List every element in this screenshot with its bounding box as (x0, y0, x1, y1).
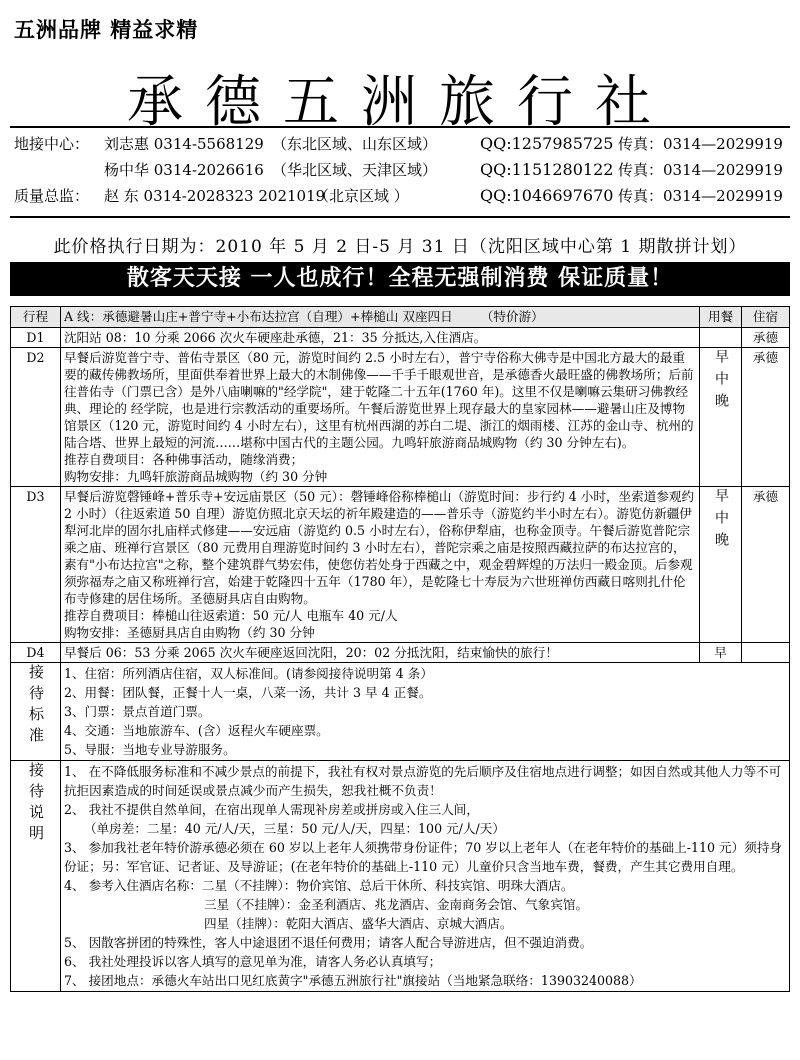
contact-name-phone: 刘志惠 0314-5568129 (104, 135, 264, 153)
note-item: 3、 参加我社老年特价游承德必须在 60 岁以上老年人须携带身份证件；70 岁以上老年人（在老年特价的基础上-110 元）须持身份证；另：军官证、记者证、及导游证；(在老年特价的基础上-110 元）儿童价只含当地车费，餐费，产生其它费用自理。 (63, 840, 783, 874)
standards-row (11, 663, 790, 761)
day-stay: 承德 (742, 328, 790, 348)
promo-banner: 散客天天接 一人也成行！全程无强制消费 保证质量！ (10, 262, 790, 296)
day-plan (60, 348, 699, 487)
note-item: 1、 在不降低服务标准和不减少景点的前提下，我社有权对景点游览的先后顺序及住宿地点进行调整；如因自然或其他人力等不可抗拒因素造成的时间延误或景点减少而产生损失，恕我社概不负责！ (63, 764, 782, 798)
day-label: D3 (11, 487, 61, 643)
day-plan (60, 328, 699, 348)
contact-fax: 传真：0314—2029919 (618, 187, 783, 205)
standards-list (60, 663, 789, 761)
table-row (11, 643, 790, 663)
note-item: 6、 我社处理投诉以客人填写的意见单为准，请客人务必认真填写； (63, 954, 442, 969)
contact-region: （北京区域 ） (314, 187, 409, 205)
plan-line: 沈阳站 08：10 分乘 2066 次火车硬座赴承德，21：35 分抵达,入住酒店。 (63, 330, 487, 345)
contact-fax: 传真：0314—2029919 (618, 135, 783, 153)
header-day: 行程 (11, 307, 61, 328)
header-route (60, 307, 699, 328)
agency-name: 承德五洲旅行社 (127, 70, 673, 135)
itinerary-table (10, 306, 790, 992)
header-stay: 住宿 (742, 307, 790, 328)
plan-line: 早餐后游览普宁寺、普佑寺景区（80 元，游览时间约 2.5 小时左右），普宁寺俗称大佛寺是中国北方最大的最重要的藏传佛教场所，里面供奉着世界上最大的木制佛像——千手千眼观世音，是承德香火最旺盛的佛教场所；后前往普佑寺（门票已含）是外八庙喇嘛的"经学院"，建于乾隆二十五年(1760 年)。这里不仅是喇嘛云集研习佛教经典、理论的 经学院，也是进行宗教活动的重要场所。午餐后游览世界上现存最大的皇家园林——避暑山庄及博物馆景区（120 元，游览时间约 4 小时左右），这里有杭州西湖的苏白二堤、浙江的烟雨楼、江苏的金山寺、杭州的陆合塔、世界上最短的河流……堪称中国古代的主题公园。九鸣轩旅游商品城购物（约 30 分钟左右)。 (63, 350, 694, 450)
standard-item: 4、交通：当地旅游车、(含）返程火车硬座票。 (63, 723, 329, 738)
notes-title-cell (11, 761, 61, 992)
note-item: （单房差：二星：40 元/人/天，三星：50 元/人/天，四星：100 元/人/天） (83, 821, 505, 836)
divider-mid (10, 216, 790, 218)
slogan: 五洲品牌 精益求精 (14, 18, 199, 42)
meal-text: 早中晚 (713, 349, 730, 415)
standard-item: 2、用餐：团队餐，正餐十人一桌，八菜一汤，共计 3 早 4 正餐。 (63, 685, 432, 700)
contact-qq: QQ:1046697670 (480, 186, 614, 205)
table-row (11, 348, 790, 487)
day-stay (742, 643, 790, 663)
table-row (11, 487, 790, 643)
day-meal (700, 487, 742, 643)
day-meal: 早 (700, 643, 742, 663)
contact-name-phone: 杨中华 0314-2026616 (104, 161, 264, 179)
note-item: 三星（不挂牌）：金圣利酒店、兆龙酒店、金南商务会馆、气象宾馆。 (203, 897, 589, 912)
day-meal (700, 348, 742, 487)
standards-title: 接待标准 (26, 664, 45, 748)
contact-row (14, 184, 794, 210)
contact-qq: QQ:1151280122 (480, 160, 614, 179)
contact-qq: QQ:1257985725 (480, 134, 614, 153)
contact-role: 质量总监： (14, 187, 90, 205)
plan-line: 早餐后 06：53 分乘 2065 次火车硬座返回沈阳，20：02 分抵沈阳，结束愉快的旅行！ (63, 645, 558, 660)
contact-region: （东北区域、山东区域） (272, 135, 438, 153)
plan-line: 早餐后游览磬锤峰+普乐寺+安远庙景区（50 元）：磬锤峰俗称棒槌山（游览时间：步行约 4 小时，坐索道参观约 2 小时）（往返索道 50 自理）游览仿照北京天坛的祈年殿建造的——普乐寺（游览约半小时左右）。游览仿新疆伊犁河北岸的固尔扎庙样式修建——安远庙（游览约 0.5 小时左右），俗称伊犁庙，也称金顶寺。午餐后游览普陀宗乘之庙、班禅行宫景区（80 元费用自理游览时间约 3 小时左右），普陀宗乘之庙是按照西藏拉萨的布达拉宫的，素有"小布达拉宫"之称，整个建筑群气势宏伟，使您仿若处身于西藏之中，观金碧辉煌的万法归一殿金顶。后参观须弥福寿之庙又称班禅行宫，始建于乾隆四十五年（1780 年），是乾隆七十寿辰为六世班禅仿西藏日喀则扎什伦布寺修建的居住场所。圣德厨具店自由购物。 (63, 489, 695, 606)
plan-line: 购物安排：九鸣轩旅游商品城购物（约 30 分钟 (63, 469, 328, 484)
standard-item: 5、导服：当地专业导游服务。 (63, 742, 236, 757)
day-plan (60, 487, 699, 643)
plan-line: 推荐自费项目：棒槌山往返索道：50 元/人 电瓶车 40 元/人 (63, 608, 398, 623)
standard-item: 1、住宿：所列酒店住宿，双人标准间。(请参阅接待说明第 4 条） (63, 666, 433, 681)
notes-row (11, 761, 790, 992)
route-title: A 线：承德避暑山庄+普宁寺+小布达拉宫（自理）+棒槌山 双座四日 (63, 309, 453, 324)
note-item: 2、 我社不提供自然单间，在宿出现单人需现补房差或拼房或入住三人间， (63, 802, 479, 817)
contact-name-phone: 赵 东 0314-2028323 2021019 (104, 187, 326, 205)
contacts (14, 132, 794, 210)
day-label: D2 (11, 348, 61, 487)
note-item: 四星（挂牌）：乾阳大酒店、盛华大酒店、京城大酒店。 (203, 916, 513, 931)
note-item: 7、 接团地点：承德火车站出口见红底黄字"承德五洲旅行社"旗接站（当地紧急联络：13903240088） (63, 973, 642, 988)
contact-fax: 传真：0314—2029919 (618, 161, 783, 179)
contact-region: （华北区域、天津区域） (272, 161, 438, 179)
standard-item: 3、门票：景点首道门票。 (63, 704, 211, 719)
day-plan (60, 643, 699, 663)
standards-title-cell (11, 663, 61, 761)
day-label: D4 (11, 643, 61, 663)
header-meal: 用餐 (700, 307, 742, 328)
note-item: 4、 参考入住酒店名称：二星（不挂牌）：物价宾馆、总后干休所、科技宾馆、明珠大酒店。 (63, 878, 574, 893)
divider-top (10, 126, 790, 128)
day-stay: 承德 (742, 348, 790, 487)
day-label: D1 (11, 328, 61, 348)
meal-text: 早中晚 (713, 488, 730, 554)
day-stay: 承德 (742, 487, 790, 643)
contact-role: 地接中心： (14, 135, 90, 153)
route-tag: （特价游） (480, 309, 544, 324)
notes-list (60, 761, 789, 992)
contact-row (14, 158, 794, 184)
day-meal (700, 328, 742, 348)
price-period: 此价格执行日期为：2010 年 5 月 2 日-5 月 31 日（沈阳区域中心第 1 期散拼计划） (53, 237, 747, 257)
plan-line: 推荐自费项目：各种佛事活动，随缘消费； (63, 452, 304, 467)
table-row (11, 328, 790, 348)
notes-title: 接待说明 (26, 762, 45, 846)
table-header (11, 307, 790, 328)
plan-line: 购物安排：圣德厨具店自由购物（约 30 分钟 (63, 625, 315, 640)
contact-row (14, 132, 794, 158)
note-item: 5、 因散客拼团的特殊性，客人中途退团不退任何费用；请客人配合导游进店，但不强迫消费。 (63, 935, 593, 950)
